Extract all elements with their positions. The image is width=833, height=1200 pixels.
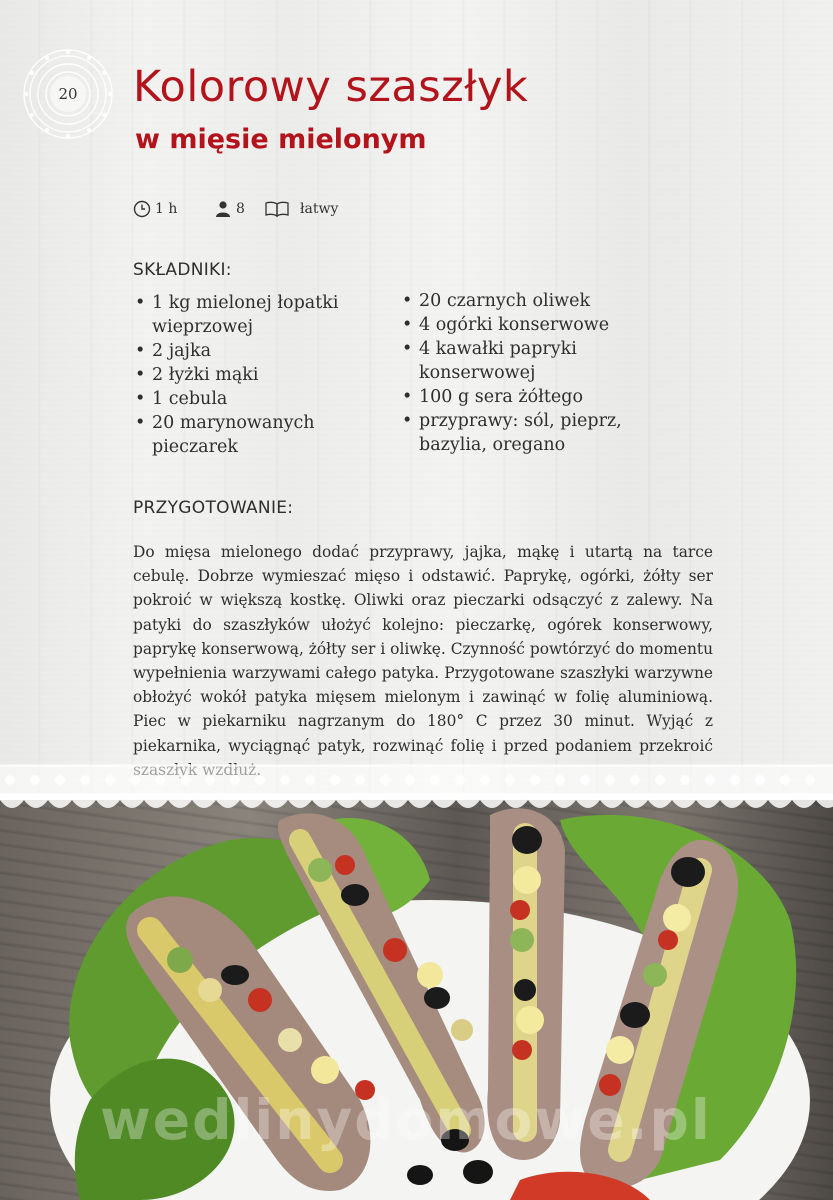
ingredients-list-right — [401, 289, 651, 457]
book-icon — [264, 200, 290, 218]
page-number: 20 — [58, 85, 78, 103]
list-item: • 4 kawałki papryki konserwowej — [401, 337, 651, 385]
list-item: • 4 ogórki konserwowe — [401, 313, 651, 337]
olive — [407, 1165, 433, 1185]
ingredients-list-left — [134, 291, 366, 459]
watermark: wedlinydomowe.pl — [100, 1088, 712, 1152]
preparation-heading: PRZYGOTOWANIE: — [133, 498, 294, 518]
recipe-subtitle: w mięsie mielonym — [135, 124, 427, 155]
servings-value: 8 — [236, 201, 245, 217]
clock-icon — [133, 200, 151, 218]
servings — [214, 199, 245, 219]
person-icon — [214, 200, 232, 218]
prep-time-value: 1 h — [155, 201, 178, 217]
ingredients-heading: SKŁADNIKI: — [133, 260, 232, 280]
preparation-text: Do mięsa mielonego dodać przyprawy, jajka, mąkę i utartą na tarce cebulę. Dobrze wymieszać mięso i odstawić. Paprykę, ogórki, żółty ser pokroić w większą kostkę. Oliwki oraz pieczarki odsączyć z zalewy. Na patyki do szaszłyków ułożyć kolejno: pieczarkę, ogórek konserwowy, paprykę konserwową, żółty ser i oliwkę. Czynność powtórzyć do momentu wypełnienia warzywami całego patyka. Przygotowane szaszłyki warzywne obłożyć wokół patyka mięsem mielonym i zawinąć w folię aluminiową. Piec w piekarniku nagrzanym do 180° C przez 30 minut. Wyjąć z piekarnika, wyciągnąć patyk, rozwinąć folię i przed podaniem przekroić — [133, 543, 713, 755]
olive — [463, 1160, 493, 1184]
list-item: • 20 czarnych oliwek — [401, 289, 651, 313]
list-item: • przyprawy: sól, pieprz, bazylia, oregano — [401, 409, 651, 457]
list-item: • 20 marynowanych pieczarek — [134, 411, 366, 459]
difficulty-value: łatwy — [300, 201, 339, 217]
prep-time — [133, 199, 177, 219]
dish-photo — [0, 800, 833, 1200]
list-item: • 2 łyżki mąki — [134, 363, 366, 387]
difficulty — [264, 199, 338, 219]
page-number-medallion — [22, 48, 114, 140]
lace-border — [0, 744, 833, 824]
list-item: • 100 g sera żółtego — [401, 385, 651, 409]
list-item: • 1 kg mielonej łopatki wieprzowej — [134, 291, 366, 339]
list-item: • 2 jajka — [134, 339, 366, 363]
list-item: • 1 cebula — [134, 387, 366, 411]
recipe-title: Kolorowy szaszłyk — [133, 62, 529, 112]
